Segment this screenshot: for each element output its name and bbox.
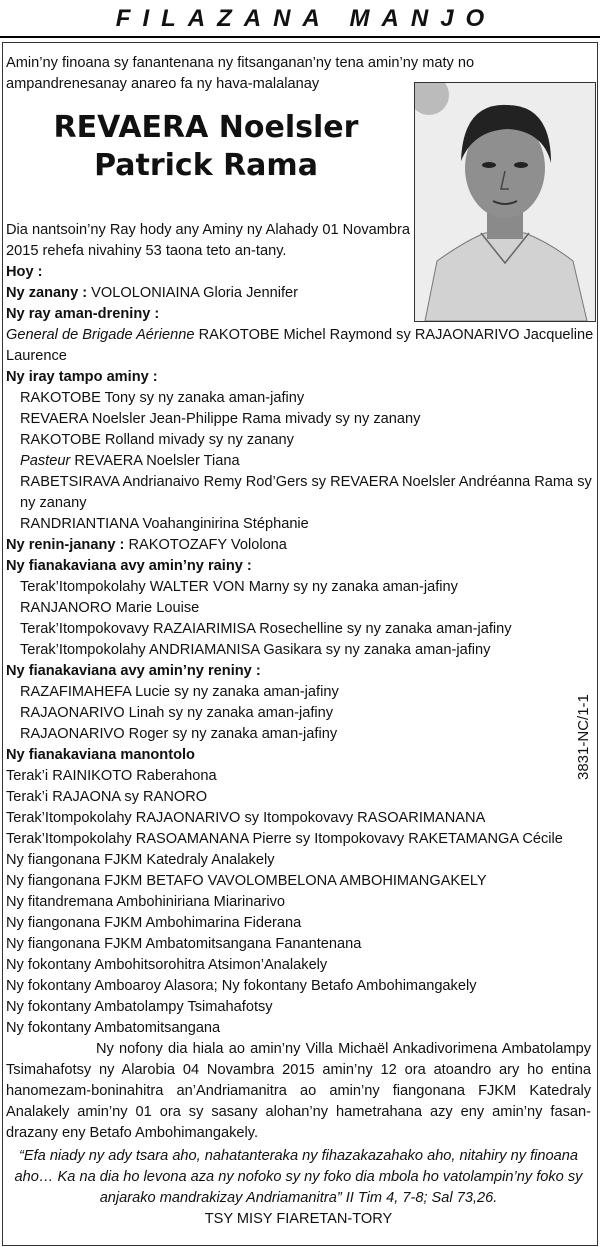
deceased-name-line1: REVAERA Noelsler xyxy=(53,110,359,145)
list-item: Ny fokontany Amboaroy Alasora; Ny fokontany Betafo Ambohimangakely xyxy=(6,978,477,994)
list-item: Terak’i RAINIKOTO Raberahona xyxy=(6,768,217,784)
paternal-label: Ny fianakaviana avy amin’ny rainy : xyxy=(6,558,252,574)
list-item: Ny fokontany Ambatolampy Tsimahafotsy xyxy=(6,999,273,1015)
spouse-label: Ny zanany : xyxy=(6,285,88,301)
notice-content xyxy=(6,53,596,1230)
list-item: RANJANORO Marie Louise xyxy=(20,600,200,616)
list-item: Terak’i RAJAONA sy RANORO xyxy=(6,789,208,805)
parents-line2: Laurence xyxy=(6,348,67,364)
announcement-line1: Dia nantsoin’ny Ray hody any Aminy ny Alahady 01 Novambra xyxy=(6,222,410,238)
intro-text: Amin’ny finoana sy fanantenana ny fitsanganan’ny tena amin’ny maty no ampandrenesanay anareo fa ny hava-malalanay xyxy=(6,55,475,92)
list-item: Terak’Itompokolahy RASOAMANANA Pierre sy Itompokovavy RAKETAMANGA Cécile xyxy=(6,831,563,847)
list-item: RAJAONARIVO Roger sy ny zanaka aman-jafiny xyxy=(20,726,338,742)
parents-label: Ny ray aman-dreniny : xyxy=(6,306,160,322)
deceased-name-line2: Patrick Rama xyxy=(94,148,318,183)
hoy-label: Hoy : xyxy=(6,264,43,280)
list-item: Terak’Itompokovavy RAZAIARIMISA Rosechelline sy ny zanaka aman-jafiny xyxy=(20,621,512,637)
parents-line1 xyxy=(6,325,596,346)
pasteur-prefix: Pasteur xyxy=(20,453,71,469)
list-item: RAKOTOBE Tony sy ny zanaka aman-jafiny xyxy=(20,390,305,406)
list-item: Ny fitandremana Ambohiniriana Miarinarivo xyxy=(6,894,286,910)
list-item xyxy=(6,451,596,472)
list-item: RAKOTOBE Rolland mivady sy ny zanany xyxy=(20,432,294,448)
parents-title: General de Brigade Aérienne xyxy=(6,327,195,343)
spouse-row xyxy=(6,283,596,304)
bible-verse: “Efa niady ny ady tsara aho, nahatanteraka ny fihazakazahako aho, nitahiry ny finoana aho… Ka na dia ho levona aza ny nofoko sy ny foko dia mbola ho vatolampin’ny foko sy anjarako mandrakizay Andriamanitra” II Tim 4, 7-8; Sal 73,26. xyxy=(14,1148,583,1206)
reference-code: 3831-NC/1-1 xyxy=(575,694,592,780)
list-item: RABETSIRAVA Andrianaivo Remy Rod’Gers sy REVAERA Noelsler Andréanna Rama sy xyxy=(20,474,592,490)
header xyxy=(0,0,600,40)
announcement-line2: 2015 rehefa nivahiny 53 taona teto an-tany. xyxy=(6,243,287,259)
list-item: Ny fiangonana FJKM Ambatomitsangana Fanantenana xyxy=(6,936,362,952)
list-item: Ny fiangonana FJKM Katedraly Analakely xyxy=(6,852,275,868)
list-item: Ny fiangonana FJKM Ambohimarina Fiderana xyxy=(6,915,302,931)
list-item: Ny fiangonana FJKM BETAFO VAVOLOMBELONA AMBOHIMANGAKELY xyxy=(6,873,487,889)
spouse-value: VOLOLONIAINA Gloria Jennifer xyxy=(91,285,298,301)
list-item: ny zanany xyxy=(20,495,87,511)
list-item: Ny fokontany Ambohitsorohitra Atsimon’Analakely xyxy=(6,957,328,973)
burial-text: Ny nofony dia hiala ao amin’ny Villa Michaël Ankadivorimena Ambatolampy Tsimahafotsy ny Alarobia 04 Novambra 2015 amin’ny 12 ora atoandro ary ho entina hanomezam-boninahitra an’Andriamanitra ao amin’ny fiangonana FJKM Katedraly Analakely amin’ny 01 ora sy sasany alohan’ny hametrahana azy eny amin’ny fasan-drazany eny Betafo Ambohimangakely. xyxy=(6,1041,591,1141)
list-item: RAJAONARIVO Linah sy ny zanaka aman-jafiny xyxy=(20,705,334,721)
aunt-value: RAKOTOZAFY Vololona xyxy=(128,537,287,553)
list-item: RAZAFIMAHEFA Lucie sy ny zanaka aman-jafiny xyxy=(20,684,339,700)
closing-text: TSY MISY FIARETAN-TORY xyxy=(204,1211,393,1227)
list-item: RANDRIANTIANA Voahanginirina Stéphanie xyxy=(20,516,309,532)
list-item: Ny fokontany Ambatomitsangana xyxy=(6,1020,221,1036)
header-rule xyxy=(0,36,600,38)
list-item: REVAERA Noelsler Jean-Philippe Rama mivady sy ny zanany xyxy=(20,411,421,427)
list-item: Terak’Itompokolahy RAJAONARIVO sy Itompokovavy RASOARIMANANA xyxy=(6,810,486,826)
close-family-label: Ny fianakaviana manontolo xyxy=(6,747,195,763)
pasteur-name: REVAERA Noelsler Tiana xyxy=(74,453,240,469)
header-title: FILAZANA MANJO xyxy=(115,5,497,32)
aunt-row xyxy=(6,535,596,556)
maternal-label: Ny fianakaviana avy amin’ny reniny : xyxy=(6,663,261,679)
siblings-label: Ny iray tampo aminy : xyxy=(6,369,158,385)
parents-names: RAKOTOBE Michel Raymond sy RAJAONARIVO Jacqueline xyxy=(198,327,594,343)
aunt-label: Ny renin-janany : xyxy=(6,537,125,553)
list-item: Terak’Itompokolahy WALTER VON Marny sy ny zanaka aman-jafiny xyxy=(20,579,458,595)
list-item: Terak’Itompokolahy ANDRIAMANISA Gasikara sy ny zanaka aman-jafiny xyxy=(20,642,491,658)
